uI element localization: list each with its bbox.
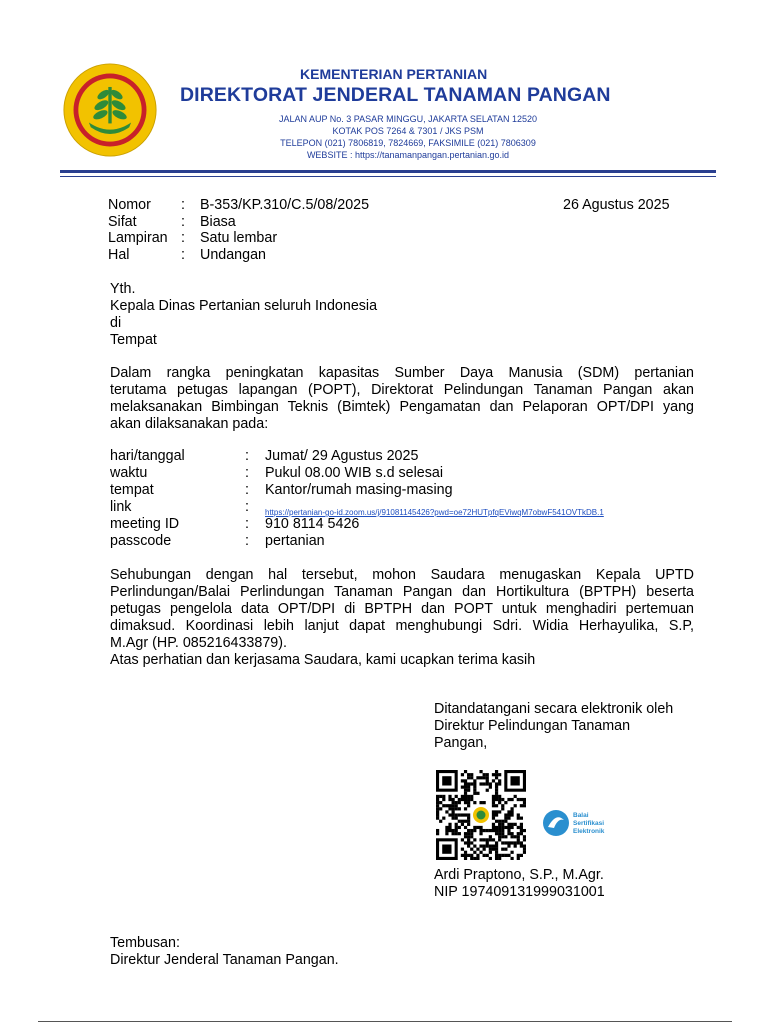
meta-label: Nomor	[108, 197, 151, 213]
bsre-logo	[542, 808, 622, 838]
meta-sep: :	[181, 197, 185, 213]
detail-label: meeting ID	[110, 516, 180, 532]
detail-label: hari/tanggal	[110, 448, 185, 464]
closing-line: petugas pengelola data OPT/DPI di BPTPH dan POPT untuk menghadiri pertemuan	[110, 601, 694, 617]
intro-line: akan dilaksanakan pada:	[110, 416, 269, 432]
meta-label: Hal	[108, 247, 130, 263]
letter-date: 26 Agustus 2025	[563, 197, 670, 213]
recipient-line: di	[110, 315, 122, 331]
recipient-line: Tempat	[110, 332, 157, 348]
address-line: JALAN AUP No. 3 PASAR MINGGU, JAKARTA SELATAN 12520	[278, 114, 538, 124]
intro-line: Dalam rangka peningkatan kapasitas Sumber Daya Manusia (SDM) pertanian	[110, 365, 694, 381]
meta-label: Sifat	[108, 214, 137, 230]
directorate-name: DIREKTORAT JENDERAL TANAMAN PANGAN	[180, 84, 611, 106]
bsre-text: Balai	[573, 812, 589, 819]
cc-title: Tembusan:	[110, 935, 180, 951]
letter-subject: Undangan	[200, 247, 266, 263]
closing-line: Perlindungan/Balai Perlindungan Tanaman Pangan dan Hortikultura (BPTPH) beserta	[110, 584, 694, 600]
passcode: pertanian	[265, 533, 325, 549]
detail-sep: :	[245, 482, 249, 498]
ministry-name: KEMENTERIAN PERTANIAN	[300, 66, 488, 82]
phone-line: TELEPON (021) 7806819, 7824669, FAKSIMILE (021) 7806309	[280, 138, 536, 148]
website-line: WEBSITE : https://tanamanpangan.pertanian.go.id	[306, 150, 510, 160]
meeting-id: 910 8114 5426	[265, 516, 360, 532]
closing-line: Sehubungan dengan hal tersebut, mohon Saudara menugaskan Kepala UPTD	[110, 567, 694, 583]
detail-sep: :	[245, 465, 249, 481]
postbox-line: KOTAK POS 7264 & 7301 / JKS PSM	[332, 126, 484, 136]
bsre-text: Sertifikasi	[573, 820, 605, 827]
detail-sep: :	[245, 499, 249, 515]
detail-sep: :	[245, 448, 249, 464]
signature-caption: Pangan,	[434, 735, 488, 751]
signature-caption: Direktur Pelindungan Tanaman	[434, 718, 631, 734]
detail-label: passcode	[110, 533, 172, 549]
ministry-logo	[62, 62, 158, 158]
signature-caption: Ditandatangani secara elektronik oleh	[434, 701, 674, 717]
meta-sep: :	[181, 214, 185, 230]
intro-line: melaksanakan Bimbingan Teknis (Bimtek) Pengamatan dan Pelaporan OPT/DPI yang	[110, 399, 694, 415]
intro-paragraph	[110, 365, 694, 433]
closing-paragraph	[110, 567, 694, 669]
signer-nip: NIP 197409131999031001	[434, 884, 605, 900]
closing-line: dimaksud. Koordinasi lebih lanjut dapat menghubungi Sdri. Widia Herhayulika, S.P,	[110, 618, 694, 634]
zoom-link[interactable]: https://pertanian-go-id.zoom.us/j/91081145426?pwd=oe72HUTpfqEViwqM7obwF541OVTkDB.1	[265, 508, 604, 517]
event-date: Jumat/ 29 Agustus 2025	[265, 448, 419, 464]
meta-sep: :	[181, 230, 185, 246]
meta-sep: :	[181, 247, 185, 263]
thanks-line: Atas perhatian dan kerjasama Saudara, kami ucapkan terima kasih	[110, 652, 536, 668]
intro-line: terutama petugas lapangan (POPT), Direktorat Pelindungan Tanaman Pangan akan	[110, 382, 694, 398]
event-place: Kantor/rumah masing-masing	[265, 482, 453, 498]
closing-line: M.Agr (HP. 085216433879).	[110, 635, 287, 651]
qr-code	[436, 770, 526, 860]
recipient-line: Yth.	[110, 281, 136, 297]
detail-label: waktu	[110, 465, 148, 481]
header-rule-thin	[60, 176, 716, 177]
header-rule-thick	[60, 170, 716, 173]
detail-label: tempat	[110, 482, 154, 498]
detail-sep: :	[245, 533, 249, 549]
page-bottom-rule	[38, 1021, 732, 1022]
meta-label: Lampiran	[108, 230, 168, 246]
event-time: Pukul 08.00 WIB s.d selesai	[265, 465, 444, 481]
bsre-text: Elektronik	[573, 828, 605, 835]
letter-attachment: Satu lembar	[200, 230, 278, 246]
letter-nature: Biasa	[200, 214, 236, 230]
detail-label: link	[110, 499, 132, 515]
cc-item: Direktur Jenderal Tanaman Pangan.	[110, 952, 339, 968]
detail-sep: :	[245, 516, 249, 532]
recipient-line: Kepala Dinas Pertanian seluruh Indonesia	[110, 298, 378, 314]
letter-number: B-353/KP.310/C.5/08/2025	[200, 197, 370, 213]
signer-name: Ardi Praptono, S.P., M.Agr.	[434, 867, 604, 883]
